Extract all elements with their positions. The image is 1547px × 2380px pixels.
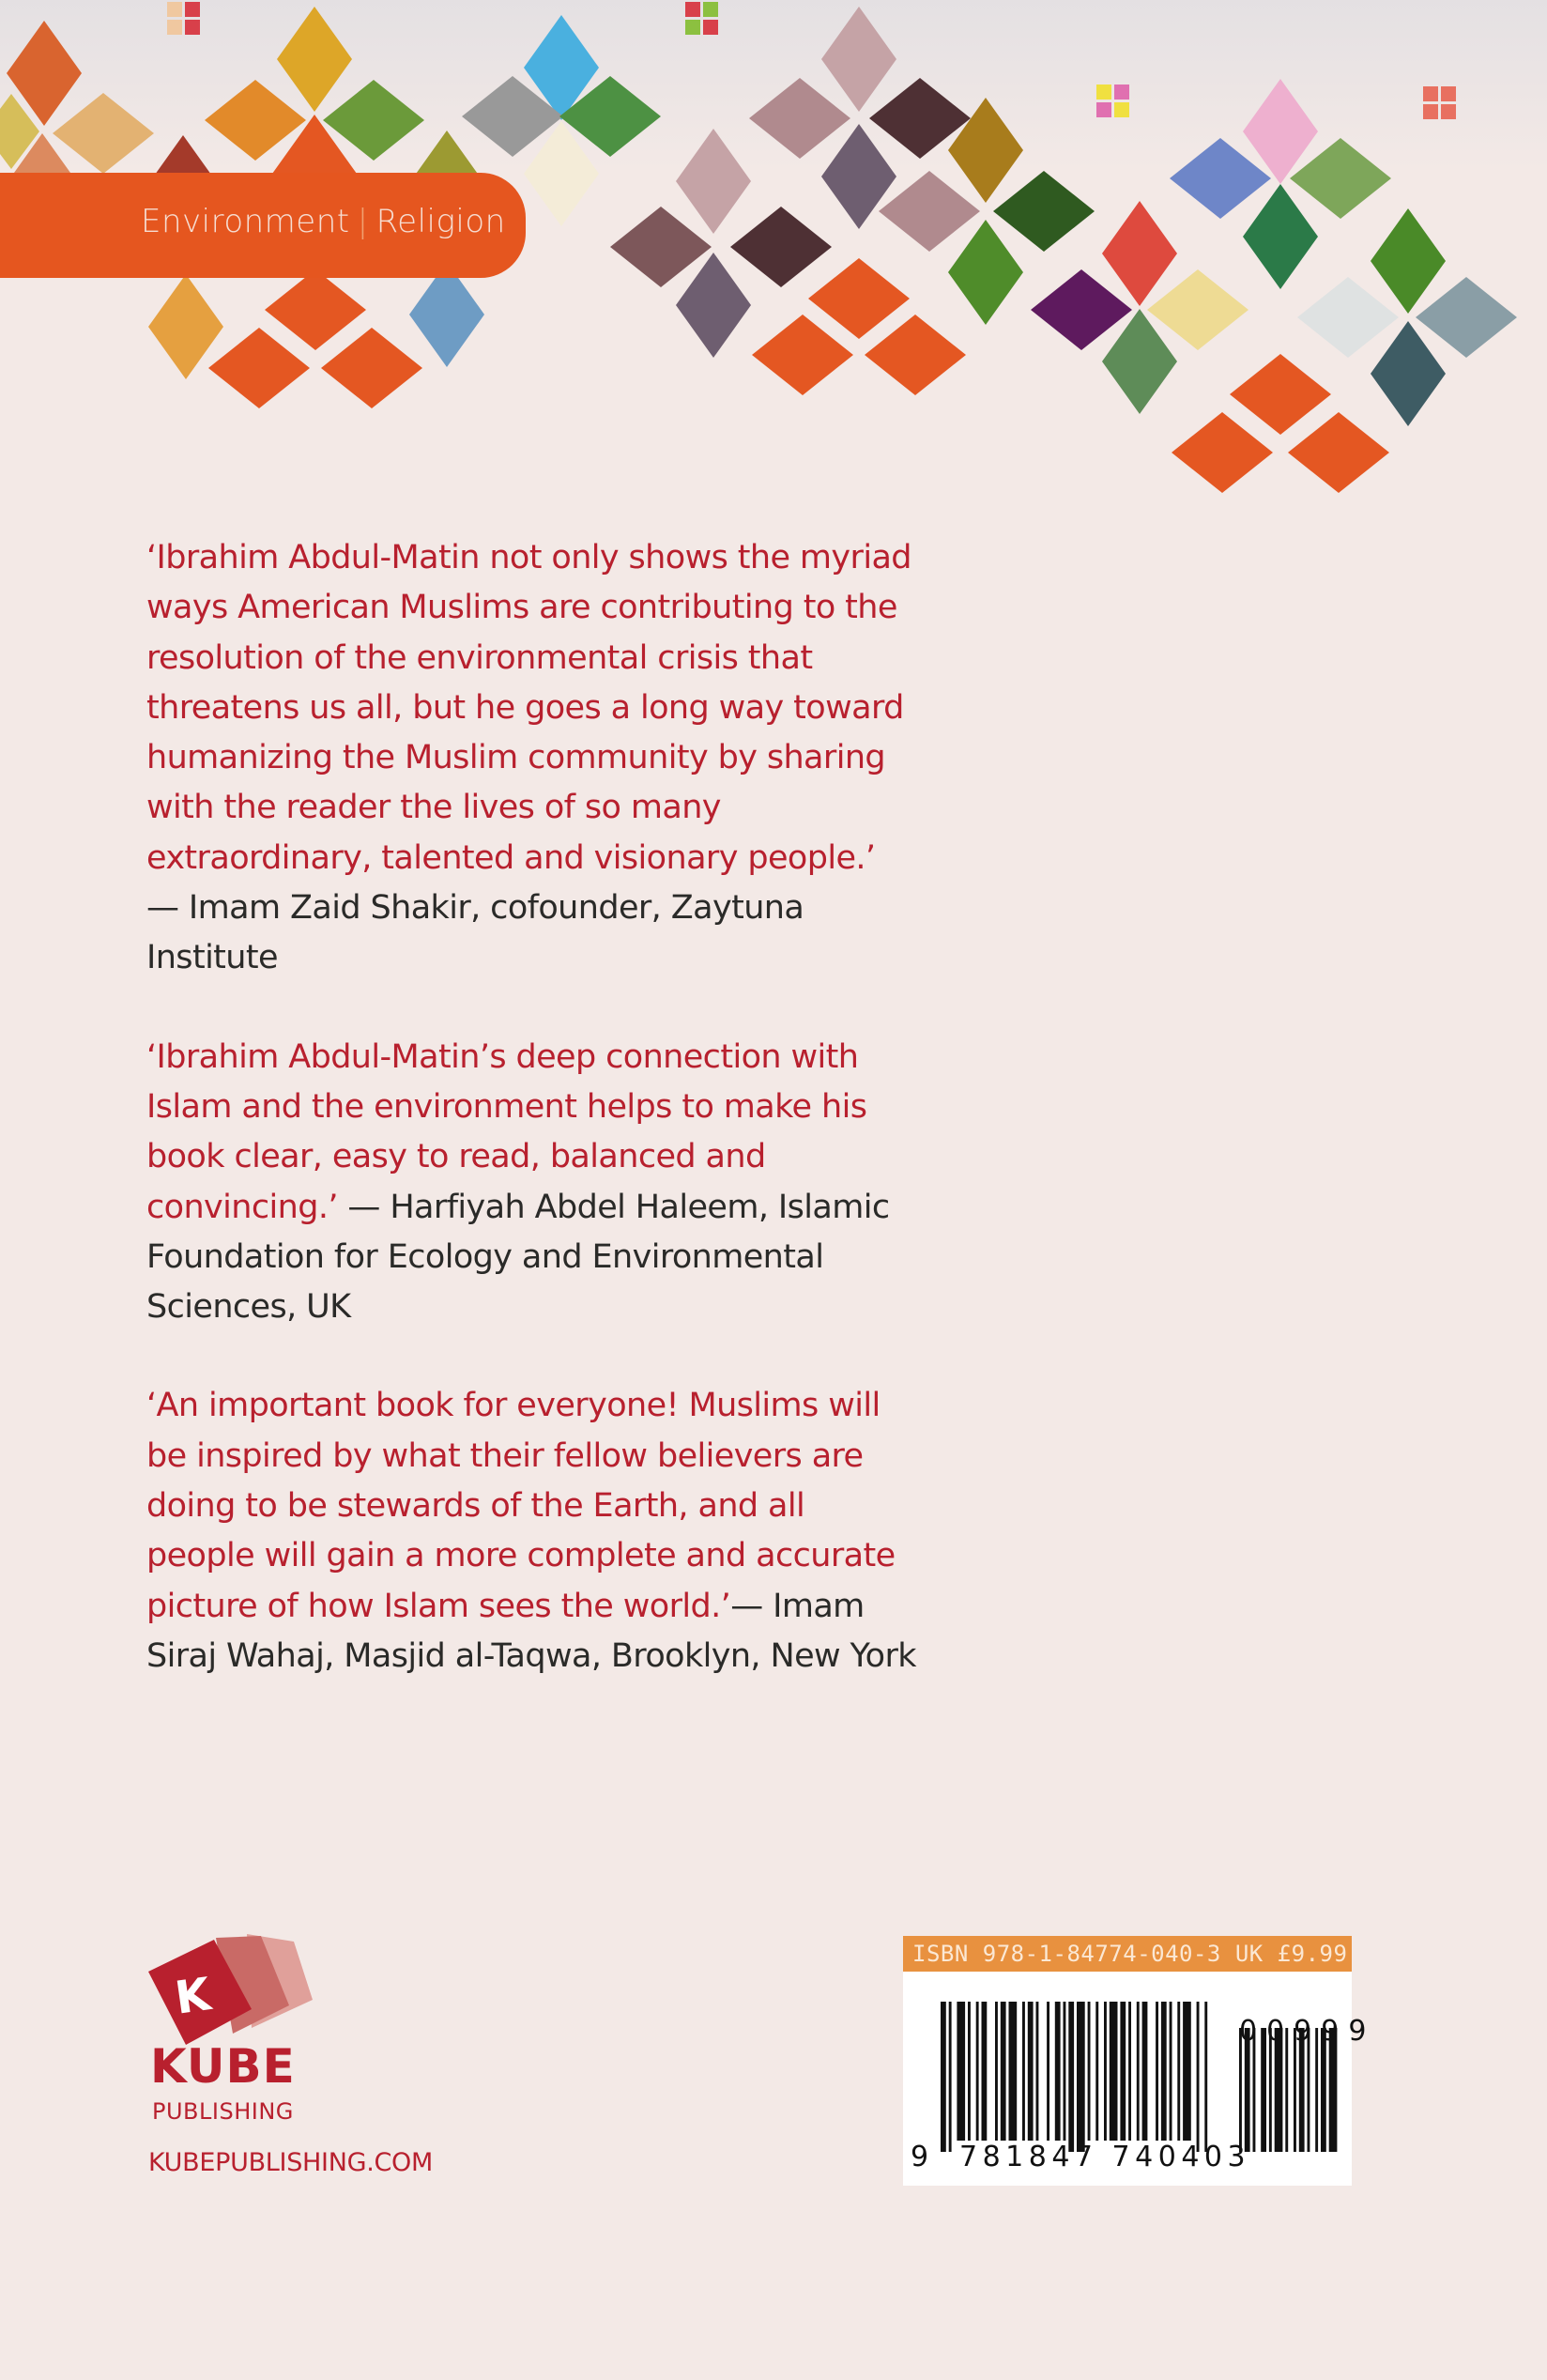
diamond-shape (1290, 138, 1391, 219)
diamond-shape (676, 253, 751, 358)
diamond-shape (1243, 184, 1318, 289)
isbn-price-label: ISBN 978-1-84774-040-3 UK £9.99 (903, 1936, 1352, 1972)
endorsements (146, 533, 916, 1730)
diamond-shape (676, 129, 751, 234)
category-religion: Religion (375, 203, 506, 240)
barcode-digits: 781847 740403 (959, 2141, 1251, 2173)
endorsement-attribution: — Imam Zaid Shakir, cofounder, Zaytuna Institute (146, 889, 804, 977)
publisher-name: KUBE (150, 2039, 296, 2094)
endorsement-2 (146, 1033, 916, 1333)
endorsement-quote: ‘Ibrahim Abdul-Matin’s deep connection with Islam and the environment helps to make his book clear, easy to read, balanced and convincing.’ (146, 1037, 867, 1226)
diamond-shape (1170, 138, 1271, 219)
diamond-shape (1288, 412, 1389, 493)
publisher-website[interactable]: KUBEPUBLISHING.COM (148, 2148, 434, 2177)
endorsement-quote: ‘Ibrahim Abdul-Matin not only shows the myriad ways American Muslims are contributing to the resolution of the environmental crisis that threatens us all, but he goes a long way toward humanizing the Muslim community by sharing with the reader the lives of so many extraordinary, talented and visionary people.’ (146, 539, 911, 877)
flower-icon (685, 2, 718, 35)
diamond-shape (1416, 277, 1517, 358)
diamond-shape (821, 7, 896, 112)
diamond-shape (865, 315, 966, 395)
flower-icon (1423, 86, 1456, 119)
diamond-shape (1031, 269, 1132, 350)
endorsement-1 (146, 533, 916, 984)
endorsement-attribution: — Harfiyah Abdel Haleem, Islamic Foundation for Ecology and Environmental Sciences, UK (146, 1188, 890, 1327)
diamond-shape (752, 315, 853, 395)
diamond-shape (808, 258, 910, 339)
barcode-panel (903, 1936, 1376, 2186)
diamond-shape (1172, 412, 1273, 493)
diamond-shape (321, 328, 422, 408)
publisher-subtitle: PUBLISHING (152, 2098, 294, 2125)
diamond-shape (1230, 354, 1331, 435)
category-label (141, 203, 506, 240)
diamond-shape (1371, 208, 1446, 314)
diamond-shape (879, 171, 980, 252)
diamond-shape (993, 171, 1095, 252)
flower-icon (167, 2, 200, 35)
category-separator: | (357, 203, 369, 240)
diamond-shape (148, 274, 223, 379)
category-tab (0, 173, 526, 278)
diamond-shape (277, 7, 352, 112)
diamond-shape (53, 93, 154, 174)
diamond-shape (208, 328, 310, 408)
diamond-shape (730, 207, 832, 287)
diamond-shape (1102, 201, 1177, 306)
svg-text:K: K (172, 1968, 214, 2025)
barcode-lead-digit: 9 (911, 2141, 935, 2173)
endorsement-attribution: — Imam Siraj Wahaj, Masjid al-Taqwa, Brooklyn, New York (146, 1587, 916, 1675)
kube-logo-icon (148, 1934, 317, 2047)
diamond-shape (1297, 277, 1399, 358)
flower-icon (1096, 84, 1129, 117)
category-environment: Environment (141, 203, 350, 240)
diamond-shape (749, 78, 850, 159)
diamond-shape (1147, 269, 1248, 350)
diamond-shape (265, 269, 366, 350)
diamond-shape (1371, 321, 1446, 426)
endorsement-3 (146, 1381, 916, 1681)
diamond-shape (610, 207, 712, 287)
diamond-shape (948, 220, 1023, 325)
barcode-addon-digits: 00999 (1239, 2015, 1376, 2048)
endorsement-quote: ‘An important book for everyone! Muslims will be inspired by what their fellow believers are doing to be stewards of the Earth, and all people will gain a more complete and accurate picture of how Islam sees the world.’ (146, 1387, 896, 1625)
